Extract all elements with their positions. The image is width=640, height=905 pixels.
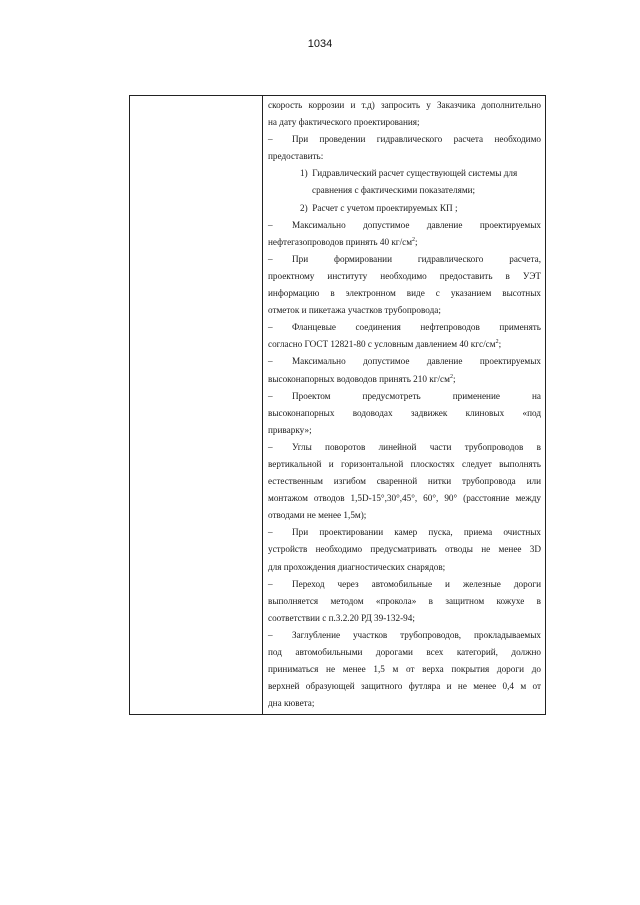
paragraph-line: [268, 576, 541, 593]
text-line: скорость коррозии и т.д) запросить у Заказчика дополнительно: [268, 100, 541, 110]
text-line: на дату фактического проектирования;: [268, 117, 420, 128]
text-line: выполняется методом «прокола» в защитном кожухе в: [268, 595, 541, 606]
text-line: Максимально допустимое давление проектируемых: [292, 356, 541, 367]
text-line: При проектировании камер пуска, приема очистных: [292, 527, 541, 538]
text-line: отметок и пикетажа участков трубопровода;: [268, 305, 441, 316]
text-line: При формировании гидравлического расчета,: [292, 253, 541, 264]
text-line: информацию в электронном виде с указанием высотных: [268, 288, 541, 299]
text-line: под автомобильными дорогами всех категорий, должно: [268, 647, 541, 657]
dash-marker: –: [268, 578, 273, 589]
dash-marker: –: [268, 219, 273, 230]
text-line: устройств необходимо предусматривать отводы не менее 3D: [268, 544, 541, 555]
requirements-table: [129, 95, 546, 715]
numbered-item-line: [268, 200, 541, 217]
superscript: 2: [449, 373, 453, 380]
text-line: приниматься не менее 1,5 м от верха покрытия дороги до: [268, 664, 541, 675]
paragraph-line: [268, 251, 541, 268]
table-right-column: [263, 96, 545, 714]
superscript: 2: [495, 339, 499, 346]
text-line: приварку»;: [268, 424, 312, 435]
table-left-column: [130, 96, 263, 714]
text-line: Гидравлический расчет существующей системы для: [312, 168, 518, 179]
dash-marker: –: [268, 629, 273, 640]
dash-marker: –: [268, 356, 273, 367]
text-line: Проектом предусмотреть применение на: [292, 390, 541, 401]
dash-marker: –: [268, 390, 273, 401]
text-line: Углы поворотов линейной части трубопроводов в: [292, 441, 541, 452]
text-line: ;: [452, 373, 456, 384]
paragraph-line: [268, 336, 541, 353]
paragraph-line: [268, 388, 541, 405]
text-line: высоконапорных водоводов принять 210 кг/см: [268, 373, 450, 384]
text-line: верхней образующей защитного футляра и не менее 0,4 м от: [268, 681, 541, 692]
text-line: предоставить:: [268, 151, 324, 162]
paragraph-line: [268, 371, 541, 388]
paragraph-line: [268, 131, 541, 148]
paragraph-line: [268, 439, 541, 456]
text-line: ;: [415, 236, 418, 247]
dash-marker: –: [268, 134, 273, 145]
text-line: нефтегазопроводов принять 40 кг/см: [268, 236, 413, 247]
paragraph-line: [268, 217, 541, 234]
text-line: монтажом отводов 1,5D-15°,30°,45°, 60°, 90° (расстояние между: [268, 493, 541, 504]
paragraph-line: [268, 627, 541, 644]
text-line: Фланцевые соединения нефтепроводов применять: [292, 322, 541, 333]
numbered-item-line: [268, 165, 541, 182]
paragraph-line: [268, 524, 541, 541]
dash-marker: –: [268, 253, 273, 264]
dash-marker: –: [268, 527, 273, 538]
text-line: дна кювета;: [268, 698, 315, 709]
paragraph-line: [268, 353, 541, 370]
text-line: Переход через автомобильные и железные дороги: [292, 578, 541, 589]
text-line: согласно ГОСТ 12821-80 с условным давлением 40 кгс/см: [268, 339, 496, 350]
paragraph-line: [268, 319, 541, 336]
dash-marker: –: [268, 322, 273, 333]
text-line: вертикальной и горизонтальной плоскостях следует выполнять: [268, 458, 541, 469]
text-line: отводами не менее 1,5м);: [268, 510, 367, 521]
text-line: соответствии с п.3.2.20 РД 39-132-94;: [268, 612, 415, 623]
text-line: Заглубление участков трубопроводов, прокладываемых: [292, 629, 541, 640]
text-line: Максимально допустимое давление проектируемых: [292, 219, 541, 230]
text-line: естественным изгибом сваренной нитки трубопровода или: [268, 476, 541, 487]
text-line: высоконапорных водоводах задвижек клиновых «под: [268, 407, 541, 418]
superscript: 2: [412, 236, 416, 243]
page-number: 1034: [307, 38, 333, 50]
paragraph-line: [268, 234, 541, 251]
text-line: сравнения с фактическими показателями;: [312, 185, 476, 196]
text-line: При проведении гидравлического расчета необходимо: [292, 134, 541, 145]
item-number: 2): [300, 202, 308, 213]
text-line: ;: [498, 339, 502, 350]
dash-marker: –: [268, 441, 273, 452]
text-line: Расчет с учетом проектируемых КП ;: [312, 202, 458, 213]
text-line: проектному институту необходимо предоставить в УЭТ: [268, 270, 541, 281]
text-line: для прохождения диагностических снарядов;: [268, 561, 446, 572]
item-number: 1): [300, 168, 308, 179]
